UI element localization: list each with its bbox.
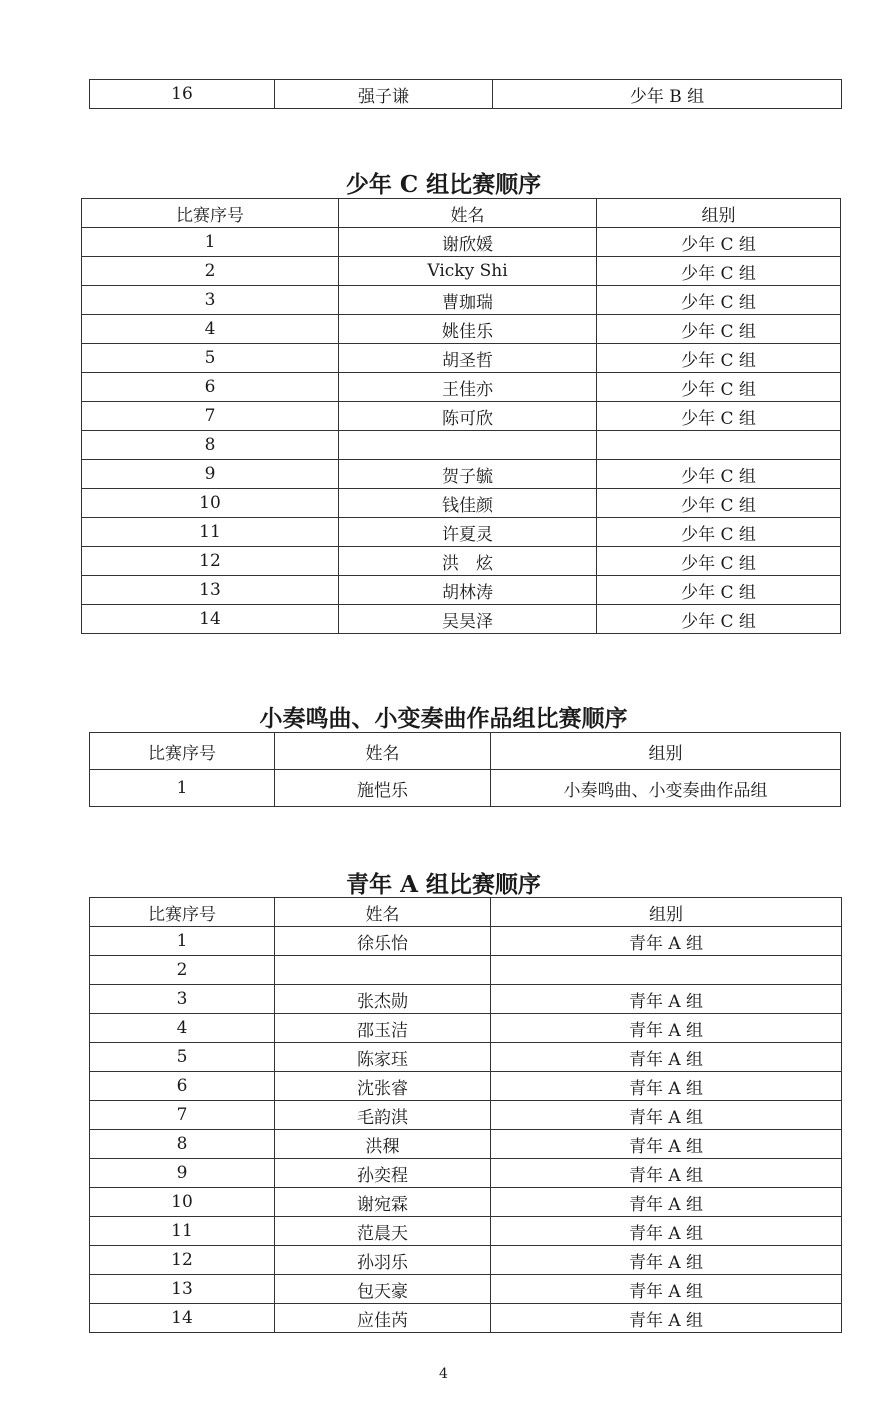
cell-name: 包天豪 bbox=[275, 1275, 491, 1304]
header-name: 姓名 bbox=[275, 733, 491, 770]
table-row bbox=[90, 1072, 842, 1101]
cell-group: 青年 A 组 bbox=[491, 1130, 842, 1159]
header-group: 组别 bbox=[491, 733, 841, 770]
table-row bbox=[82, 547, 841, 576]
cell-name: 谢欣媛 bbox=[339, 228, 597, 257]
cell-group: 小奏鸣曲、小变奏曲作品组 bbox=[491, 770, 841, 807]
table-row bbox=[90, 1275, 842, 1304]
cell-name: 邵玉洁 bbox=[275, 1014, 491, 1043]
table-row bbox=[82, 605, 841, 634]
table-row bbox=[82, 402, 841, 431]
cell-group: 少年 C 组 bbox=[597, 228, 841, 257]
header-row bbox=[90, 733, 841, 770]
cell-group: 青年 A 组 bbox=[491, 1014, 842, 1043]
cell-name: 胡林涛 bbox=[339, 576, 597, 605]
cell-group: 少年 C 组 bbox=[597, 605, 841, 634]
cell-group: 青年 A 组 bbox=[491, 1159, 842, 1188]
cell-group: 少年 C 组 bbox=[597, 518, 841, 547]
table-row bbox=[90, 927, 842, 956]
cell-name bbox=[275, 956, 491, 985]
cell-name: 陈可欣 bbox=[339, 402, 597, 431]
table-row bbox=[90, 1217, 842, 1246]
cell-name: 吴昊泽 bbox=[339, 605, 597, 634]
header-no: 比赛序号 bbox=[82, 199, 339, 228]
section-title: 青年 A 组比赛顺序 bbox=[346, 871, 541, 898]
cell-name: 曹珈瑞 bbox=[339, 286, 597, 315]
cell-group: 青年 A 组 bbox=[491, 1101, 842, 1130]
cell-group: 少年 C 组 bbox=[597, 547, 841, 576]
cell-name: 胡圣哲 bbox=[339, 344, 597, 373]
cell-no: 8 bbox=[82, 431, 339, 460]
cell-group bbox=[491, 956, 842, 985]
cell-group: 少年 C 组 bbox=[597, 402, 841, 431]
table-row bbox=[90, 956, 842, 985]
cell-no: 8 bbox=[90, 1130, 275, 1159]
table-row bbox=[90, 770, 841, 807]
cell-name: 施恺乐 bbox=[275, 770, 491, 807]
cell-name: 陈家珏 bbox=[275, 1043, 491, 1072]
cell-name: 洪稞 bbox=[275, 1130, 491, 1159]
section-table bbox=[89, 732, 841, 807]
section-table bbox=[81, 198, 841, 634]
cell-no: 13 bbox=[82, 576, 339, 605]
cell-group: 青年 A 组 bbox=[491, 1304, 842, 1333]
header-name: 姓名 bbox=[339, 199, 597, 228]
table-row bbox=[82, 431, 841, 460]
cell-group: 青年 A 组 bbox=[491, 927, 842, 956]
table-row bbox=[82, 518, 841, 547]
cell-name: 贺子毓 bbox=[339, 460, 597, 489]
cell-no: 10 bbox=[82, 489, 339, 518]
table-row bbox=[90, 1246, 842, 1275]
cell-no: 13 bbox=[90, 1275, 275, 1304]
header-row bbox=[90, 898, 842, 927]
table-row bbox=[82, 286, 841, 315]
cell-name: 洪 炫 bbox=[339, 547, 597, 576]
table-row bbox=[90, 1304, 842, 1333]
cell-no: 9 bbox=[90, 1159, 275, 1188]
cell-no: 12 bbox=[82, 547, 339, 576]
header-group: 组别 bbox=[491, 898, 842, 927]
cell-no: 1 bbox=[82, 228, 339, 257]
table-row bbox=[90, 1043, 842, 1072]
section-table bbox=[89, 897, 842, 1333]
cell-no: 12 bbox=[90, 1246, 275, 1275]
cell-no: 1 bbox=[90, 770, 275, 807]
header-group: 组别 bbox=[597, 199, 841, 228]
table-row bbox=[90, 1130, 842, 1159]
cell-group bbox=[597, 431, 841, 460]
cell-group: 青年 A 组 bbox=[491, 1072, 842, 1101]
cell-name: 王佳亦 bbox=[339, 373, 597, 402]
table-row bbox=[82, 344, 841, 373]
cell-name: 姚佳乐 bbox=[339, 315, 597, 344]
table-row bbox=[82, 373, 841, 402]
cell-no: 11 bbox=[82, 518, 339, 547]
cell-no: 9 bbox=[82, 460, 339, 489]
cell-group: 少年 B 组 bbox=[493, 80, 842, 109]
cell-group: 少年 C 组 bbox=[597, 576, 841, 605]
cell-name: 沈张睿 bbox=[275, 1072, 491, 1101]
header-name: 姓名 bbox=[275, 898, 491, 927]
cell-name: 谢宛霖 bbox=[275, 1188, 491, 1217]
carryover-table bbox=[89, 79, 842, 109]
cell-group: 少年 C 组 bbox=[597, 257, 841, 286]
table-row bbox=[82, 460, 841, 489]
cell-no: 6 bbox=[82, 373, 339, 402]
table-row bbox=[90, 1014, 842, 1043]
cell-name: 范晨天 bbox=[275, 1217, 491, 1246]
page-number: 4 bbox=[439, 1366, 448, 1382]
cell-group: 青年 A 组 bbox=[491, 1275, 842, 1304]
cell-name bbox=[339, 431, 597, 460]
section-title: 小奏鸣曲、小变奏曲作品组比赛顺序 bbox=[259, 705, 628, 732]
cell-no: 1 bbox=[90, 927, 275, 956]
cell-group: 少年 C 组 bbox=[597, 489, 841, 518]
table-row bbox=[82, 257, 841, 286]
table-row bbox=[90, 80, 842, 109]
cell-no: 14 bbox=[90, 1304, 275, 1333]
cell-name: 钱佳颜 bbox=[339, 489, 597, 518]
section-title: 少年 C 组比赛顺序 bbox=[345, 171, 542, 198]
cell-name: 徐乐怡 bbox=[275, 927, 491, 956]
cell-no: 3 bbox=[82, 286, 339, 315]
cell-no: 2 bbox=[90, 956, 275, 985]
table-row bbox=[90, 1188, 842, 1217]
header-no: 比赛序号 bbox=[90, 898, 275, 927]
cell-no: 7 bbox=[82, 402, 339, 431]
table-row bbox=[90, 985, 842, 1014]
header-row bbox=[82, 199, 841, 228]
table-row bbox=[82, 489, 841, 518]
cell-group: 青年 A 组 bbox=[491, 1188, 842, 1217]
cell-name: 孙奕程 bbox=[275, 1159, 491, 1188]
cell-no: 10 bbox=[90, 1188, 275, 1217]
cell-no: 14 bbox=[82, 605, 339, 634]
cell-no: 6 bbox=[90, 1072, 275, 1101]
cell-no: 3 bbox=[90, 985, 275, 1014]
cell-group: 青年 A 组 bbox=[491, 985, 842, 1014]
table-row bbox=[82, 576, 841, 605]
cell-group: 青年 A 组 bbox=[491, 1217, 842, 1246]
table-row bbox=[90, 1101, 842, 1130]
cell-name: 强子谦 bbox=[275, 80, 493, 109]
table-row bbox=[82, 315, 841, 344]
cell-group: 青年 A 组 bbox=[491, 1043, 842, 1072]
cell-name: Vicky Shi bbox=[339, 257, 597, 286]
cell-no: 11 bbox=[90, 1217, 275, 1246]
cell-no: 4 bbox=[82, 315, 339, 344]
table-row bbox=[82, 228, 841, 257]
cell-no: 5 bbox=[82, 344, 339, 373]
cell-name: 孙羽乐 bbox=[275, 1246, 491, 1275]
cell-name: 张杰勋 bbox=[275, 985, 491, 1014]
cell-no: 16 bbox=[90, 80, 275, 109]
cell-no: 4 bbox=[90, 1014, 275, 1043]
cell-group: 青年 A 组 bbox=[491, 1246, 842, 1275]
cell-name: 许夏灵 bbox=[339, 518, 597, 547]
cell-group: 少年 C 组 bbox=[597, 373, 841, 402]
cell-group: 少年 C 组 bbox=[597, 344, 841, 373]
cell-name: 应佳芮 bbox=[275, 1304, 491, 1333]
cell-group: 少年 C 组 bbox=[597, 315, 841, 344]
cell-no: 2 bbox=[82, 257, 339, 286]
cell-group: 少年 C 组 bbox=[597, 286, 841, 315]
cell-no: 5 bbox=[90, 1043, 275, 1072]
table-row bbox=[90, 1159, 842, 1188]
header-no: 比赛序号 bbox=[90, 733, 275, 770]
cell-no: 7 bbox=[90, 1101, 275, 1130]
cell-group: 少年 C 组 bbox=[597, 460, 841, 489]
cell-name: 毛韵淇 bbox=[275, 1101, 491, 1130]
